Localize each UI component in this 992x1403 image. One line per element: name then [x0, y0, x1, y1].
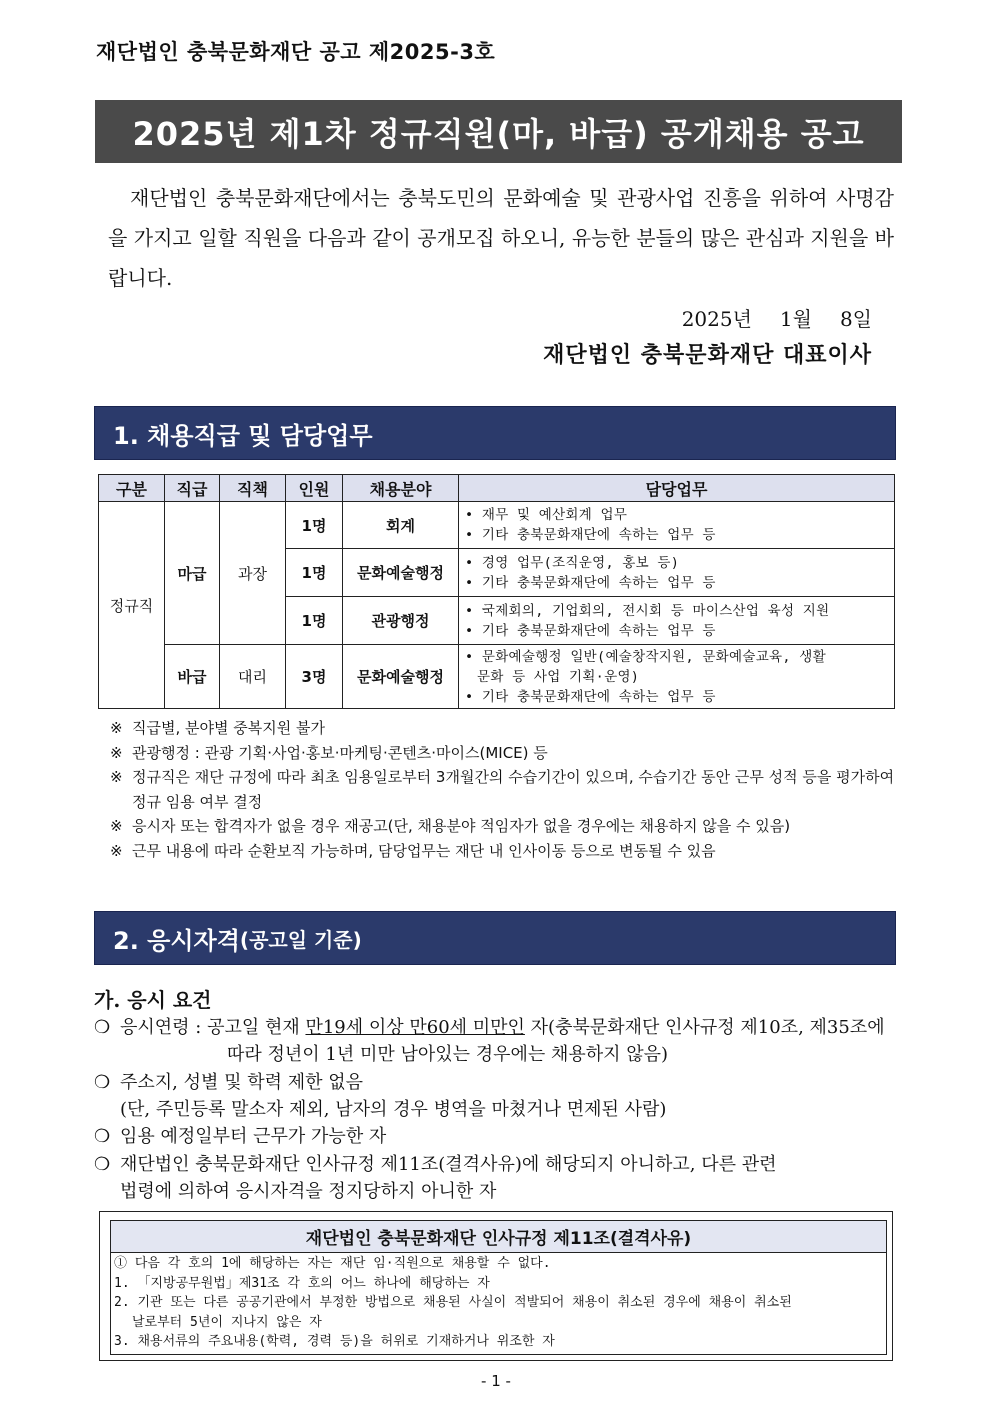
position-cell: 대리 — [220, 645, 286, 709]
note-mark: ※ — [110, 841, 123, 860]
header-grade: 직급 — [165, 475, 220, 502]
section2-title-sub: (공고일 기준) — [239, 927, 362, 952]
field-cell: 문화예술행정 — [343, 549, 459, 597]
duties-cell — [459, 502, 895, 549]
age-label: 응시연령 : — [120, 1017, 202, 1038]
duty-line: • 경영 업무(조직운영, 홍보 등) — [465, 554, 680, 571]
count-cell: 1명 — [286, 502, 343, 549]
requirement-availability — [94, 1123, 898, 1150]
duty-line: • 기타 충북문화재단에 속하는 업무 등 — [465, 574, 716, 591]
notice-number: 재단법인 충북문화재단 공고 제2025-3호 — [96, 40, 496, 64]
note-mark: ※ — [110, 743, 123, 762]
regulation-line: 2. 기관 또는 다른 공공기관에서 부정한 방법으로 채용된 사실이 적발되어 채용이 취소된 경우에 채용이 취소된 — [114, 1295, 792, 1310]
duty-line: • 국제회의, 기업회의, 전시회 등 마이스산업 육성 지원 — [465, 602, 830, 619]
regulation-title: 재단법인 충북문화재단 인사규정 제11조(결격사유) — [111, 1221, 886, 1253]
field-cell: 관광행정 — [343, 597, 459, 645]
positions-table — [98, 474, 895, 709]
note-text: 근무 내용에 따라 순환보직 가능하며, 담당업무는 재단 내 인사이동 등으로 변동될 수 있음 — [132, 841, 716, 860]
notes-list — [110, 716, 898, 863]
grade-cell: 마급 — [165, 502, 220, 645]
bullet-icon: ❍ — [94, 1126, 111, 1147]
regulation-box — [99, 1211, 893, 1361]
regulation-line: ① 다음 각 호의 1에 해당하는 자는 재단 임·직원으로 채용할 수 없다. — [114, 1256, 551, 1271]
note-text: 직급별, 분야별 중복지원 불가 — [132, 719, 325, 737]
requirement-no-restriction — [94, 1069, 898, 1123]
position-cell: 과장 — [220, 502, 286, 645]
duty-line: • 기타 충북문화재단에 속하는 업무 등 — [465, 688, 716, 705]
header-count: 인원 — [286, 475, 343, 502]
note-text: 응시자 또는 합격자가 없을 경우 재공고(단, 채용분야 적임자가 없을 경우에는 채용하지 않을 수 있음) — [132, 817, 791, 835]
table-header-row — [99, 475, 895, 502]
note-item — [110, 814, 898, 839]
section1-header — [94, 406, 896, 460]
regulation-body — [111, 1253, 886, 1354]
note-item — [110, 716, 898, 741]
duties-cell — [459, 549, 895, 597]
note-mark: ※ — [110, 719, 123, 737]
table-row — [99, 502, 895, 549]
requirement-disqualification — [94, 1151, 898, 1205]
section2-title: 2. 응시자격 — [113, 926, 240, 955]
requirements-subheading: 가. 응시 요건 — [94, 988, 212, 1012]
category-cell: 정규직 — [99, 502, 165, 709]
section2-header — [94, 911, 896, 965]
bullet-icon: ❍ — [94, 1017, 111, 1038]
age-range: 만19세 이상 만60세 미만인 — [305, 1017, 525, 1038]
item4-line2: 법령에 의하여 응시자격을 정지당하지 아니한 자 — [120, 1181, 497, 1202]
notice-date — [682, 303, 872, 332]
item4-line1: 재단법인 충북문화재단 인사규정 제11조(결격사유)에 해당되지 아니하고, 다른 관련 — [120, 1154, 777, 1175]
date-year: 2025년 — [681, 307, 752, 331]
regulation-line: 날로부터 5년이 지나지 않은 자 — [132, 1314, 322, 1330]
table-row — [99, 645, 895, 709]
note-item — [110, 839, 898, 864]
requirement-age — [94, 1014, 898, 1068]
grade-cell: 바급 — [165, 645, 220, 709]
duty-line: • 기타 충북문화재단에 속하는 업무 등 — [465, 527, 716, 543]
page-title: 2025년 제1차 정규직원(마, 바급) 공개채용 공고 — [95, 100, 902, 163]
date-day: 8일 — [839, 307, 872, 331]
header-duties: 담당업무 — [459, 475, 895, 502]
bullet-icon: ❍ — [94, 1072, 111, 1093]
section1-title: 1. 채용직급 및 담당업무 — [113, 421, 373, 450]
regulation-inner — [110, 1220, 887, 1355]
duties-cell — [459, 597, 895, 645]
item2-line2: (단, 주민등록 말소자 제외, 남자의 경우 병역을 마쳤거나 면제된 사람) — [120, 1099, 667, 1120]
page-number: - 1 - — [481, 1372, 511, 1390]
header-category: 구분 — [99, 475, 165, 502]
header-field: 채용분야 — [343, 475, 459, 502]
count-cell: 1명 — [286, 549, 343, 597]
duty-line: 문화 등 사업 기획·운영) — [477, 668, 640, 685]
issuer: 재단법인 충북문화재단 대표이사 — [543, 342, 872, 368]
note-item — [110, 765, 898, 814]
date-month: 1월 — [779, 307, 812, 331]
header-position: 직책 — [220, 475, 286, 502]
regulation-line: 3. 채용서류의 주요내용(학력, 경력 등)을 허위로 기재하거나 위조한 자 — [114, 1334, 555, 1349]
intro-text: 재단법인 충북문화재단에서는 충북도민의 문화예술 및 관광사업 진흥을 위하여 사명감을 가지고 일할 직원을 다음과 같이 공개모집 하오니, 유능한 분들의 많은 관심과 지원을 바랍니다. — [108, 186, 894, 290]
age-line2: 따라 정년이 1년 미만 남아있는 경우에는 채용하지 않음) — [227, 1044, 669, 1065]
duty-line: • 기타 충북문화재단에 속하는 업무 등 — [465, 622, 716, 639]
age-post: 자(충북문화재단 인사규정 제10조, 제35조에 — [524, 1017, 885, 1038]
item3: 임용 예정일부터 근무가 가능한 자 — [120, 1126, 387, 1147]
regulation-line: 1. 「지방공무원법」제31조 각 호의 어느 하나에 해당하는 자 — [114, 1275, 490, 1291]
note-mark: ※ — [110, 817, 123, 835]
note-text: 정규직은 재단 규정에 따라 최초 임용일로부터 3개월간의 수습기간이 있으며, 수습기간 동안 근무 성적 등을 평가하여 정규 임용 여부 결정 — [132, 768, 895, 811]
field-cell: 회계 — [343, 502, 459, 549]
note-text: 관광행정 : 관광 기획·사업·홍보·마케팅·콘텐츠·마이스(MICE) 등 — [132, 743, 548, 762]
duties-cell — [459, 645, 895, 709]
note-item — [110, 741, 898, 766]
field-cell: 문화예술행정 — [343, 645, 459, 709]
duty-line: • 재무 및 예산회계 업무 — [465, 507, 628, 523]
count-cell: 3명 — [286, 645, 343, 709]
duty-line: • 문화예술행정 일반(예술창작지원, 문화예술교육, 생활 — [465, 648, 826, 665]
bullet-icon: ❍ — [94, 1154, 111, 1175]
note-mark: ※ — [110, 768, 123, 786]
count-cell: 1명 — [286, 597, 343, 645]
intro-paragraph — [108, 178, 894, 298]
age-pre: 공고일 현재 — [207, 1017, 306, 1038]
item2-line1: 주소지, 성별 및 학력 제한 없음 — [120, 1072, 363, 1093]
